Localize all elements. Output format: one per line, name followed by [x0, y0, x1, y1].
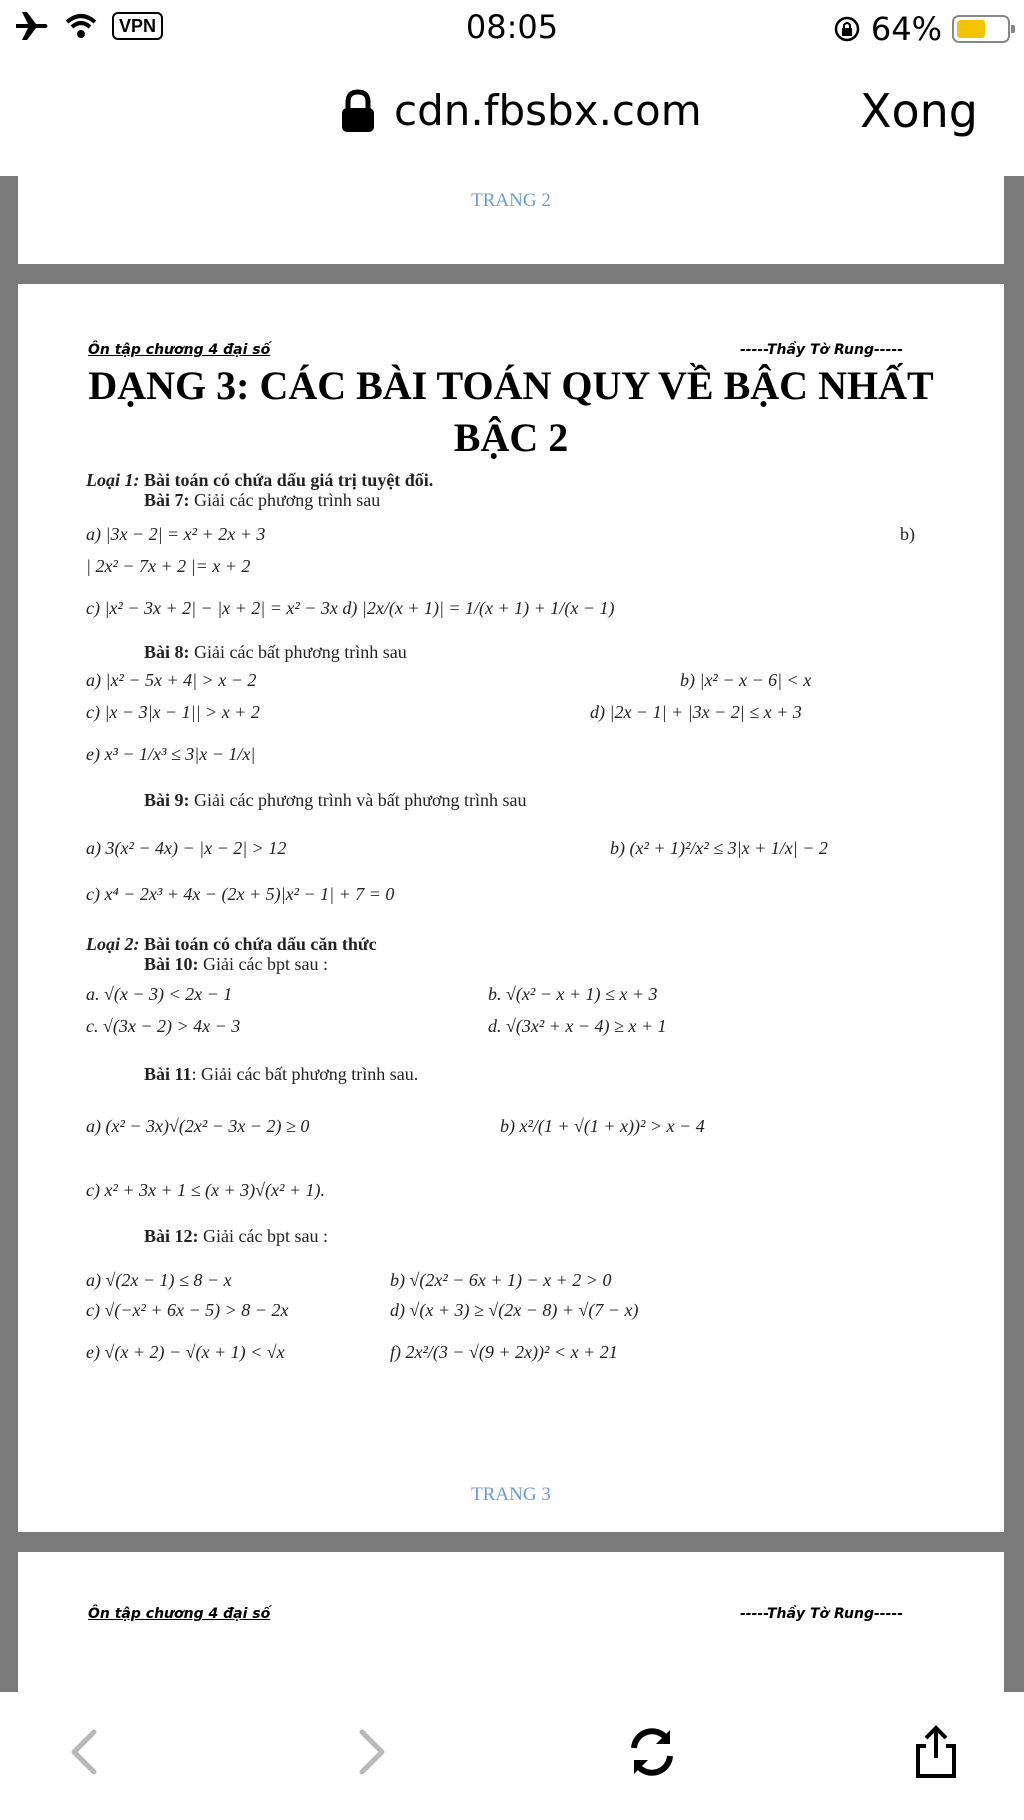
status-time: 08:05 — [465, 8, 559, 46]
exercise-heading — [144, 1226, 328, 1247]
problem-11c: c) x² + 3x + 1 ≤ (x + 3)√(x² + 1). — [86, 1180, 326, 1200]
problem-12f: f) 2x²/(3 − √(9 + 2x))² < x + 21 — [390, 1342, 618, 1362]
problem-8a: a) |x² − 5x + 4| > x − 2 — [86, 670, 257, 690]
problem-11a: a) (x² − 3x)√(2x² − 3x − 2) ≥ 0 — [86, 1116, 310, 1136]
page-number: TRANG 3 — [471, 1484, 551, 1505]
back-button[interactable] — [56, 1722, 116, 1782]
battery-tip — [1011, 25, 1015, 33]
exercise-text: : Giải các bất phương trình sau. — [191, 1064, 419, 1084]
problem-12b: b) √(2x² − 6x + 1) − x + 2 > 0 — [390, 1270, 612, 1290]
url-text: cdn.fbsbx.com — [394, 86, 702, 135]
battery-icon — [952, 15, 1010, 43]
problem-11b: b) x²/(1 + √(1 + x))² > x − 4 — [500, 1116, 705, 1136]
exercise-heading — [144, 642, 407, 663]
exercise-label: Bài 9: — [144, 790, 190, 810]
forward-button[interactable] — [340, 1722, 400, 1782]
problem-12e: e) √(x + 2) − √(x + 1) < √x — [86, 1342, 285, 1362]
doc-title-line2: BẬC 2 — [453, 415, 569, 460]
problem-7cd: c) |x² − 3x + 2| − |x + 2| = x² − 3x d) |2x/(x + 1)| = 1/(x + 1) + 1/(x − 1) — [86, 598, 615, 618]
doc-header-right: -----Thầy Tờ Rung----- — [740, 342, 904, 358]
problem-10b: b. √(x² − x + 1) ≤ x + 3 — [488, 984, 658, 1004]
section-text: Bài toán có chứa dấu giá trị tuyệt đối. — [139, 470, 434, 490]
problem-8e: e) x³ − 1/x³ ≤ 3|x − 1/x| — [86, 744, 256, 764]
problem-12d: d) √(x + 3) ≥ √(2x − 8) + √(7 − x) — [390, 1300, 639, 1320]
refresh-button[interactable] — [622, 1722, 682, 1782]
problem-12a: a) √(2x − 1) ≤ 8 − x — [86, 1270, 232, 1290]
browser-header — [0, 56, 1024, 176]
problem-10a: a. √(x − 3) < 2x − 1 — [86, 984, 233, 1004]
section-heading — [86, 470, 433, 491]
exercise-label: Bài 12: — [144, 1226, 199, 1246]
page-4 — [18, 1552, 1004, 1692]
exercise-label: Bài 8: — [144, 642, 190, 662]
exercise-heading — [144, 790, 527, 811]
exercise-text: Giải các phương trình sau — [189, 490, 381, 510]
problem-7b: | 2x² − 7x + 2 |= x + 2 — [86, 556, 251, 576]
section-heading — [86, 934, 377, 955]
problem-7a: a) |3x − 2| = x² + 2x + 3 — [86, 524, 266, 544]
problem-9c: c) x⁴ − 2x³ + 4x − (2x + 5)|x² − 1| + 7 = 0 — [86, 884, 395, 904]
problem-9b: b) (x² + 1)²/x² ≤ 3|x + 1/x| − 2 — [610, 838, 828, 858]
exercise-label: Bài 11 — [144, 1064, 192, 1084]
doc-title-line1: DẠNG 3: CÁC BÀI TOÁN QUY VỀ BẬC NHẤT — [88, 363, 934, 408]
problem-10c: c. √(3x − 2) > 4x − 3 — [86, 1016, 241, 1036]
problem-12c: c) √(−x² + 6x − 5) > 8 − 2x — [86, 1300, 289, 1320]
exercise-text: Giải các bất phương trình sau — [189, 642, 407, 662]
page-2 — [18, 176, 1004, 264]
exercise-heading — [144, 490, 380, 511]
url-display[interactable] — [340, 86, 702, 135]
exercise-heading — [144, 954, 328, 975]
problem-10d: d. √(3x² + x − 4) ≥ x + 1 — [488, 1016, 667, 1036]
doc-header-left: Ôn tập chương 4 đại số — [88, 1606, 271, 1622]
share-button[interactable] — [906, 1722, 966, 1782]
exercise-text: Giải các bpt sau : — [198, 1226, 328, 1246]
done-button[interactable]: Xong — [859, 84, 978, 138]
exercise-label: Bài 10: — [144, 954, 199, 974]
problem-8d: d) |2x − 1| + |3x − 2| ≤ x + 3 — [590, 702, 802, 722]
exercise-text: Giải các phương trình và bất phương trình sau — [189, 790, 527, 810]
battery-fill — [957, 20, 985, 38]
exercise-text: Giải các bpt sau : — [198, 954, 328, 974]
rotation-lock-icon — [833, 15, 861, 43]
doc-header-left: Ôn tập chương 4 đại số — [88, 342, 271, 358]
status-bar — [0, 0, 1024, 56]
lock-icon — [340, 89, 376, 133]
problem-7b-label: b) — [900, 524, 915, 544]
browser-toolbar — [0, 1692, 1024, 1820]
problem-9a: a) 3(x² − 4x) − |x − 2| > 12 — [86, 838, 287, 858]
exercise-label: Bài 7: — [144, 490, 190, 510]
page-number: TRANG 2 — [471, 190, 551, 211]
vpn-badge: VPN — [112, 12, 163, 40]
problem-8c: c) |x − 3|x − 1|| > x + 2 — [86, 702, 260, 722]
problem-8b: b) |x² − x − 6| < x — [680, 670, 812, 690]
exercise-heading — [144, 1064, 418, 1085]
section-label: Loại 1: — [86, 470, 140, 490]
section-text: Bài toán có chứa dấu căn thức — [139, 934, 377, 954]
battery-percent: 64% — [870, 10, 942, 48]
status-right — [833, 10, 1010, 48]
section-label: Loại 2: — [86, 934, 140, 954]
doc-header-right: -----Thầy Tờ Rung----- — [740, 1606, 904, 1622]
